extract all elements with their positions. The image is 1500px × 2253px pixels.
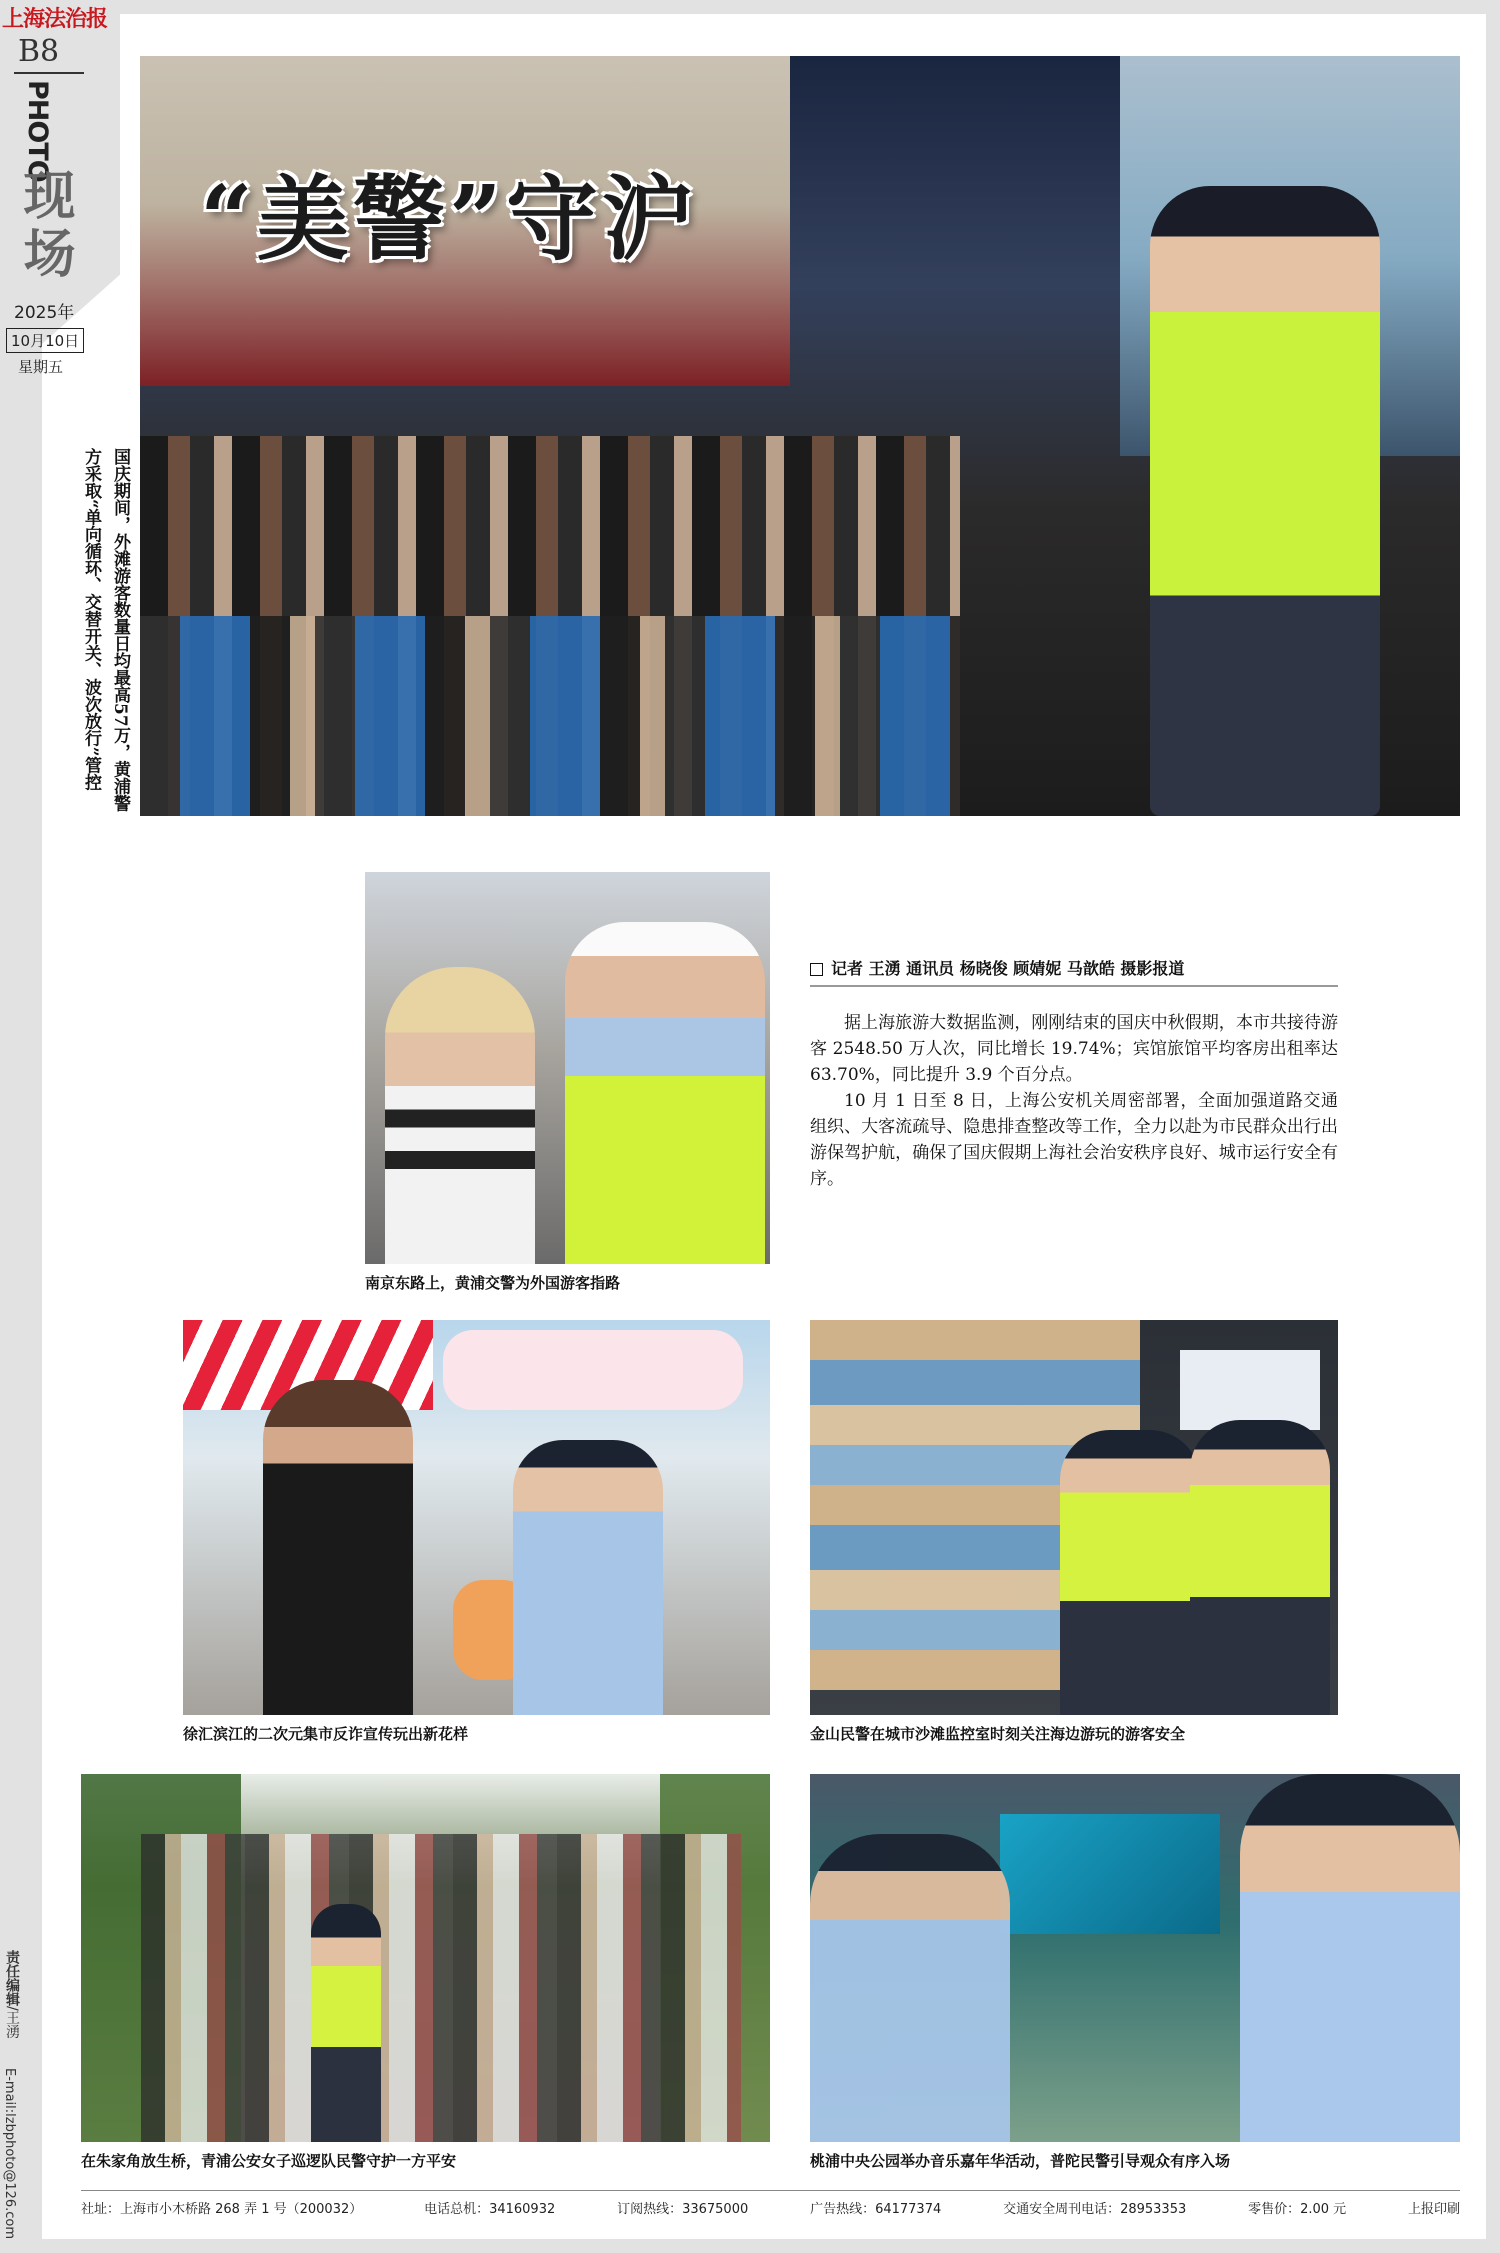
main-photo-crowd-front (140, 616, 960, 816)
byline (810, 956, 1338, 987)
page-margin-top (0, 0, 1500, 14)
main-photo-caption: 国庆期间，外滩游客数量日均最高57万，黄浦警方采取“单向循环、交替开关、波次放行”管控 (81, 448, 130, 812)
page-number: B8 (18, 34, 60, 69)
footer-subscription: 订阅热线：33675000 (617, 2202, 749, 2217)
photo-police-officer (513, 1440, 663, 1715)
photo-police-officer (311, 1904, 381, 2142)
photo-caption: 徐汇滨江的二次元集市反诈宣传玩出新花样 (183, 1725, 469, 1743)
editor-name: /王湧 (4, 2006, 20, 2039)
photo-tourist (385, 967, 535, 1264)
footer-printer: 上报印刷 (1407, 2202, 1460, 2217)
newspaper-logo: 上海法治报 (2, 6, 108, 32)
photo-caption: 桃浦中央公园举办音乐嘉年华活动，普陀民警引导观众有序入场 (810, 2152, 1231, 2170)
responsible-editor (2, 1950, 22, 2039)
photo-sign (443, 1330, 743, 1410)
photo-xuhui-market (183, 1320, 770, 1715)
page-number-rule (14, 72, 84, 74)
photo-caption: 在朱家角放生桥，青浦公安女子巡逻队民警守护一方平安 (81, 2152, 457, 2170)
issue-year: 2025年 (14, 303, 75, 323)
footer (81, 2198, 1460, 2217)
editor-label: 责任编辑 (4, 1950, 20, 2006)
issue-weekday: 星期五 (18, 358, 64, 376)
photo-police-officer (1190, 1420, 1330, 1715)
main-photo-traffic-officer (1150, 186, 1380, 816)
footer-switchboard: 电话总机：34160932 (424, 2202, 556, 2217)
footer-price: 零售价：2.00 元 (1248, 2202, 1347, 2217)
main-photo (140, 56, 1460, 816)
photo-police-officer (1240, 1774, 1460, 2142)
page-margin-right (1486, 0, 1500, 2253)
article-paragraph: 据上海旅游大数据监测，刚刚结束的国庆中秋假期，本市共接待游客 2548.50 万人次，同比增长 19.74%；宾馆旅馆平均客房出租率达 63.70%，同比提升 3.9 个百分点。 (810, 1013, 1338, 1085)
photo-taopu-park (810, 1774, 1460, 2142)
photo-nanjing-road (365, 872, 770, 1264)
byline-text: 记者 王湧 通讯员 杨晓俊 顾婧妮 马歆皓 摄影报道 (831, 959, 1185, 978)
photo-police-officer (810, 1834, 1010, 2142)
photo-traffic-police (565, 922, 765, 1264)
issue-date: 10月10日 (6, 328, 84, 353)
photo-crowd (141, 1834, 741, 2142)
photo-police-officer (1060, 1430, 1200, 1715)
photo-caption: 金山民警在城市沙滩监控室时刻关注海边游玩的游客安全 (810, 1725, 1186, 1743)
section-label-cn: 现场 (14, 168, 75, 284)
section-label-en: PHOTO (22, 80, 53, 182)
photo-boy (363, 1490, 453, 1715)
photo-jinshan-monitoring (810, 1320, 1338, 1715)
photo-event-screen (1000, 1814, 1220, 1934)
footer-traffic-safety: 交通安全周刊电话：28953353 (1003, 2202, 1187, 2217)
article-paragraph: 10 月 1 日至 8 日，上海公安机关周密部署，全面加强道路交通组织、大客流疏导、隐患排查整改等工作，全力以赴为市民群众出行出游保驾护航，确保了国庆假期上海社会治安秩序良好、城市运行安全有序。 (810, 1091, 1338, 1189)
footer-rule (81, 2190, 1460, 2191)
footer-address: 社址：上海市小木桥路 268 弄 1 号（200032） (81, 2202, 363, 2217)
page-margin-bottom (0, 2239, 1500, 2253)
headline: “美警”守沪 (200, 165, 698, 273)
article-body (810, 1010, 1338, 1192)
footer-ads: 广告热线：64177374 (810, 2202, 942, 2217)
editor-email: E-mail:lzbphoto@126.com (2, 2068, 17, 2240)
square-bullet-icon (810, 963, 823, 976)
photo-caption: 南京东路上，黄浦交警为外国游客指路 (365, 1274, 621, 1292)
photo-zhujiajiao-bridge (81, 1774, 770, 2142)
photo-notice-board (1180, 1350, 1320, 1430)
